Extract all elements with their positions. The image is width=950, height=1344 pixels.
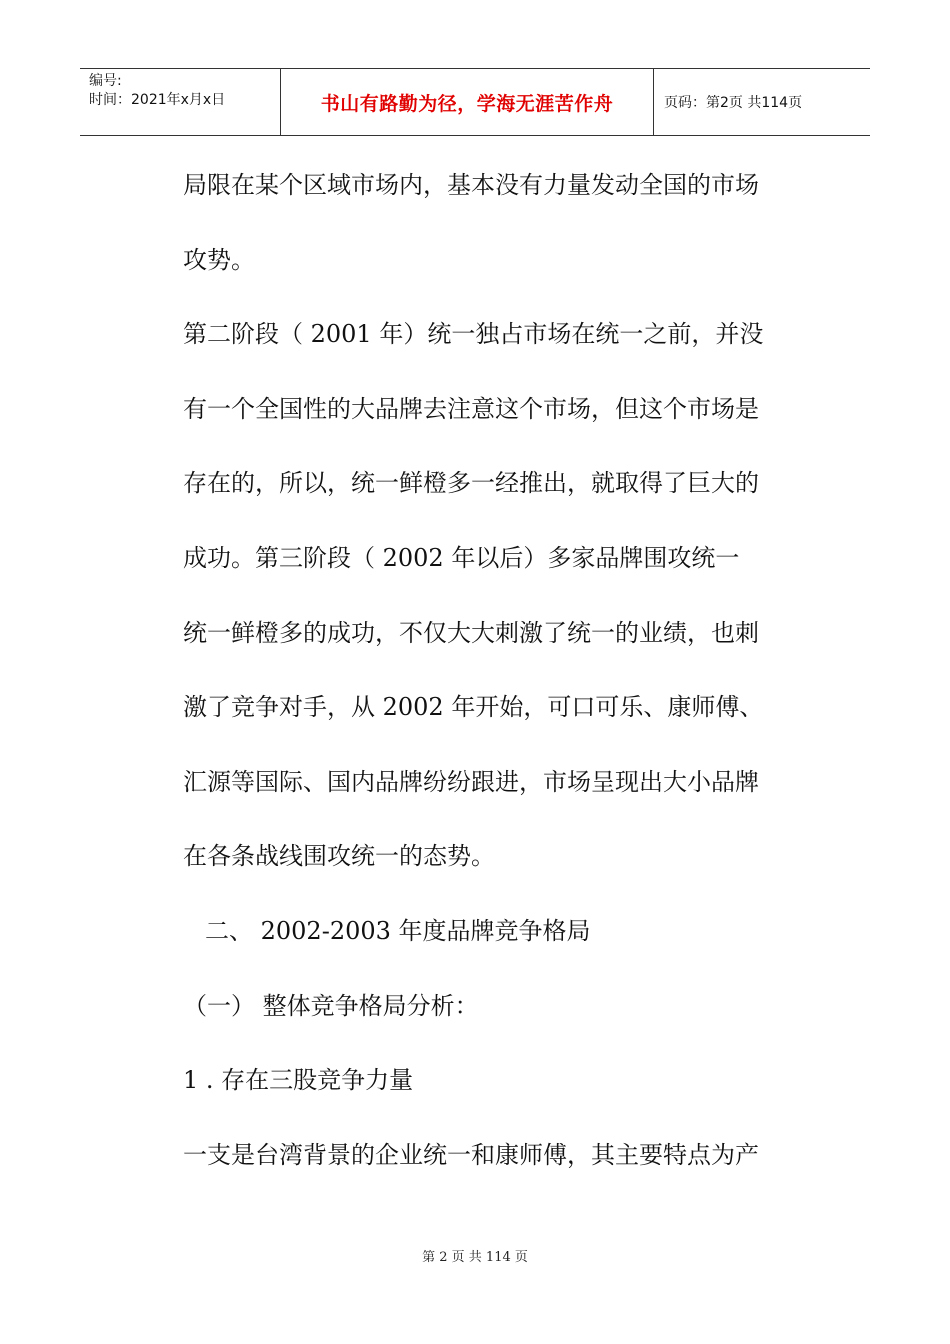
body-line: 成功。第三阶段（ 2002 年以后）多家品牌围攻统一: [183, 543, 740, 572]
body-line: 局限在某个区域市场内，基本没有力量发动全国的市场: [183, 171, 759, 199]
header-meta-cell: [80, 69, 281, 135]
body-line: 第二阶段（ 2001 年）统一独占市场在统一之前，并没: [183, 320, 764, 349]
header-motto-cell: [281, 69, 654, 135]
header-motto: 书山有路勤为径，学海无涯苦作舟: [320, 92, 614, 115]
body-line: 存在的，所以，统一鲜橙多一经推出，就取得了巨大的: [183, 469, 759, 498]
body-line: 汇源等国际、国内品牌纷纷跟进，市场呈现出大小品牌: [183, 767, 759, 796]
document-header: [80, 68, 870, 136]
subsection-heading: （一） 整体竞争格局分析：: [183, 991, 479, 1020]
body-line: 有一个全国性的大品牌去注意这个市场，但这个市场是: [183, 394, 759, 423]
header-page-cell: [654, 69, 870, 135]
body-line: 攻势。: [183, 245, 255, 274]
body-line: 在各条战线围攻统一的态势。: [183, 842, 495, 871]
body-line: 统一鲜橙多的成功，不仅大大刺激了统一的业绩，也刺: [183, 618, 759, 647]
serial-number-label: 编号:: [89, 73, 122, 89]
footer-page-number: 第 2 页 共 114 页: [422, 1250, 528, 1265]
document-body: [183, 148, 823, 1192]
numbered-item: 1 . 存在三股竞争力量: [183, 1066, 414, 1095]
body-line: 一支是台湾背景的企业统一和康师傅，其主要特点为产: [183, 1140, 759, 1169]
page-footer: [0, 1246, 950, 1265]
section-heading: 二、 2002-2003 年度品牌竞争格局: [205, 916, 591, 945]
header-page-info: 页码：第2页 共114页: [664, 95, 803, 111]
date-label: 时间：2021年x月x日: [89, 92, 226, 108]
body-line: 激了竞争对手，从 2002 年开始，可口可乐、康师傅、: [183, 693, 764, 722]
